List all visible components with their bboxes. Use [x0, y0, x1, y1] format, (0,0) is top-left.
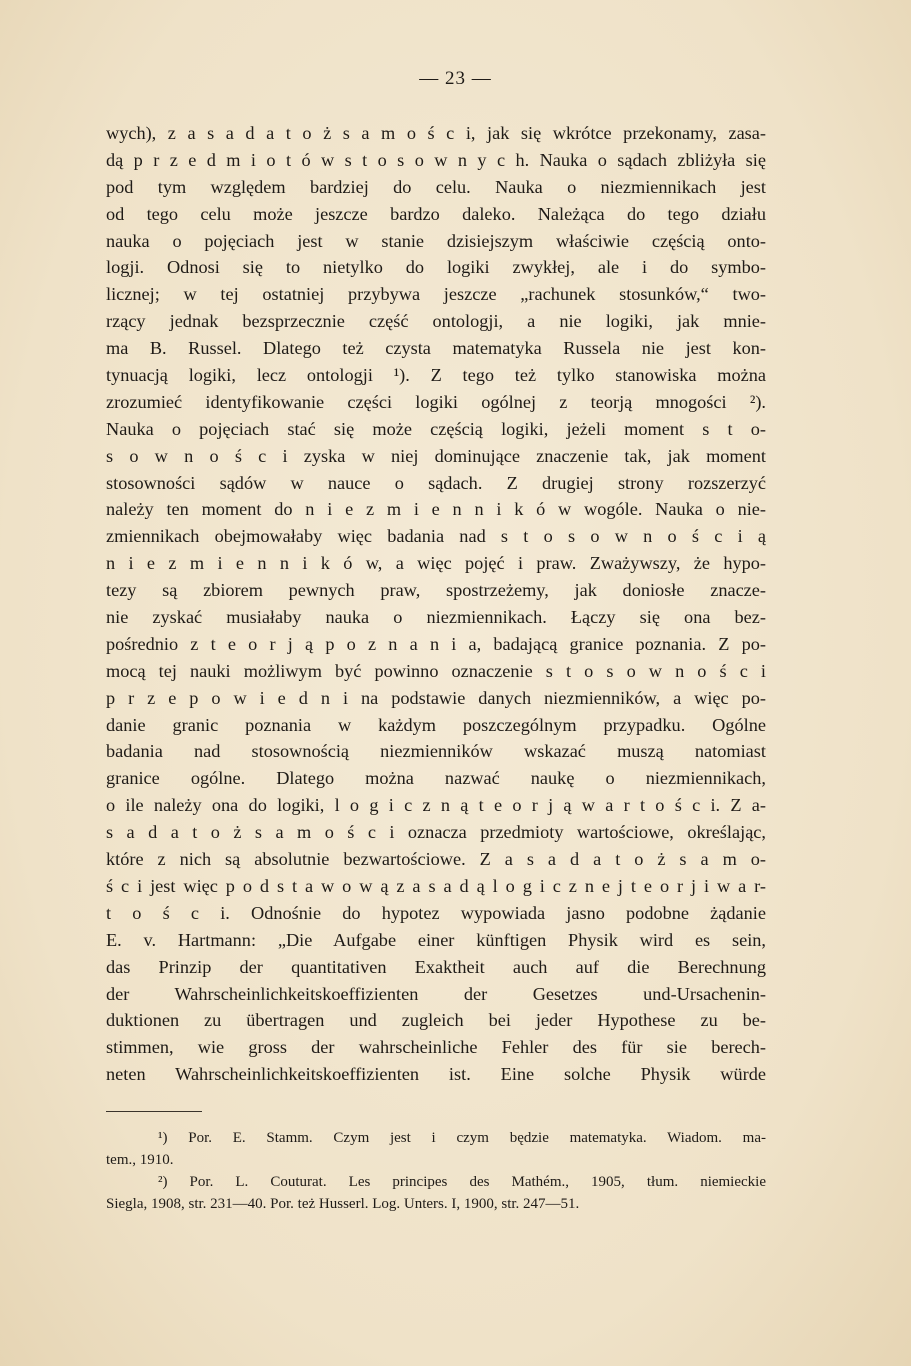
text-line: t o ś c i. Odnośnie do hypotez wypowiada jasno podobne żądanie	[106, 902, 766, 923]
text-line: logji. Odnosi się to nietylko do logiki zwykłej, ale i do symbo-	[106, 257, 766, 278]
text-line: pod tym względem bardziej do celu. Nauka o niezmiennikach jest	[106, 176, 766, 197]
body-text	[106, 120, 766, 1088]
text-line: duktionen zu übertragen und zugleich bei jeder Hypothese zu be-	[106, 1010, 766, 1031]
text-line: o ile należy ona do logiki, l o g i c z n ą t e o r j ą w a r t o ś c i. Z a-	[106, 795, 766, 816]
text-line: badania nad stosownością niezmienników wskazać muszą natomiast	[106, 741, 766, 762]
text-line: der Wahrscheinlichkeitskoeffizienten der Gesetzes und-Ursachenin-	[106, 983, 766, 1004]
text-line: nauka o pojęciach jest w stanie dzisiejszym właściwie częścią onto-	[106, 230, 766, 251]
text-line: wych), z a s a d a t o ż s a m o ś c i, jak się wkrótce przekonamy, zasa-	[106, 123, 766, 143]
footnote-line: ¹) Por. E. Stamm. Czym jest i czym będzie matematyka. Wiadom. ma-	[158, 1130, 766, 1146]
footnote-line: Siegla, 1908, str. 231—40. Por. też Husserl. Log. Unters. I, 1900, str. 247—51.	[106, 1196, 580, 1212]
text-line: E. v. Hartmann: „Die Aufgabe einer künftigen Physik wird es sein,	[106, 929, 766, 950]
footnote-line: tem., 1910.	[106, 1152, 174, 1168]
text-line: n i e z m i e n n i k ó w, a więc pojęć i praw. Zważywszy, że hypo-	[106, 553, 766, 574]
footnotes	[106, 1127, 766, 1215]
text-line: należy ten moment do n i e z m i e n n i k ó w wogóle. Nauka o nie-	[106, 499, 766, 520]
footnote-rule	[106, 1111, 202, 1112]
text-line: das Prinzip der quantitativen Exaktheit auch auf die Berechnung	[106, 956, 766, 977]
text-line: danie granic poznania w każdym poszczególnym przypadku. Ogólne	[106, 714, 766, 735]
text-line: nie zyskać musiałaby nauka o niezmiennikach. Łączy się ona bez-	[106, 607, 766, 628]
text-line: stimmen, wie gross der wahrscheinliche Fehler des für sie berech-	[106, 1037, 766, 1058]
text-line: rzący jednak bezsprzecznie część ontologji, a nie logiki, jak mnie-	[106, 311, 766, 332]
text-line: neten Wahrscheinlichkeitskoeffizienten ist. Eine solche Physik würde	[106, 1064, 766, 1085]
footnote-line: ²) Por. L. Couturat. Les principes des Mathém., 1905, tłum. niemieckie	[158, 1174, 766, 1190]
page-number: — 23 —	[419, 68, 492, 89]
text-line: mocą tej nauki możliwym być powinno oznaczenie s t o s o w n o ś c i	[106, 660, 766, 681]
text-line: zmiennikach obejmowałaby więc badania nad s t o s o w n o ś c i ą	[106, 526, 766, 547]
text-line: stosowności sądów w nauce o sądach. Z drugiej strony rozszerzyć	[106, 472, 766, 493]
text-line: Nauka o pojęciach stać się może częścią logiki, jeżeli moment s t o-	[106, 418, 766, 439]
text-line: s a d a t o ż s a m o ś c i oznacza przedmioty wartościowe, określając,	[106, 822, 766, 843]
text-line: pośrednio z t e o r j ą p o z n a n i a, badającą granice poznania. Z po-	[106, 633, 766, 654]
text-line: tynuacją logiki, lecz ontologji ¹). Z tego też tylko stanowiska można	[106, 365, 766, 386]
text-line: tezy są zbiorem pewnych praw, spostrzeżemy, jak doniosłe znacze-	[106, 580, 766, 601]
text-line: zrozumieć identyfikowanie części logiki ogólnej z teorją mnogości ²).	[106, 391, 766, 412]
text-line: od tego celu może jeszcze bardzo daleko. Należąca do tego działu	[106, 203, 766, 224]
text-line: które z nich są absolutnie bezwartościowe. Z a s a d a t o ż s a m o-	[106, 849, 766, 870]
text-line: dą p r z e d m i o t ó w s t o s o w n y c h. Nauka o sądach zbliżyła się	[106, 149, 766, 170]
text-line: licznej; w tej ostatniej przybywa jeszcze „rachunek stosunków,“ two-	[106, 284, 766, 305]
text-line: granice ogólne. Dlatego można nazwać naukę o niezmiennikach,	[106, 768, 766, 789]
text-line: p r z e p o w i e d n i na podstawie danych niezmienników, a więc po-	[106, 687, 766, 708]
text-line: ś c i jest więc p o d s t a w o w ą z a s a d ą l o g i c z n e j t e o r j i w a r-	[106, 875, 766, 896]
text-line: s o w n o ś c i zyska w niej dominujące znaczenie tak, jak moment	[106, 445, 766, 466]
text-line: ma B. Russel. Dlatego też czysta matematyka Russela nie jest kon-	[106, 338, 766, 359]
